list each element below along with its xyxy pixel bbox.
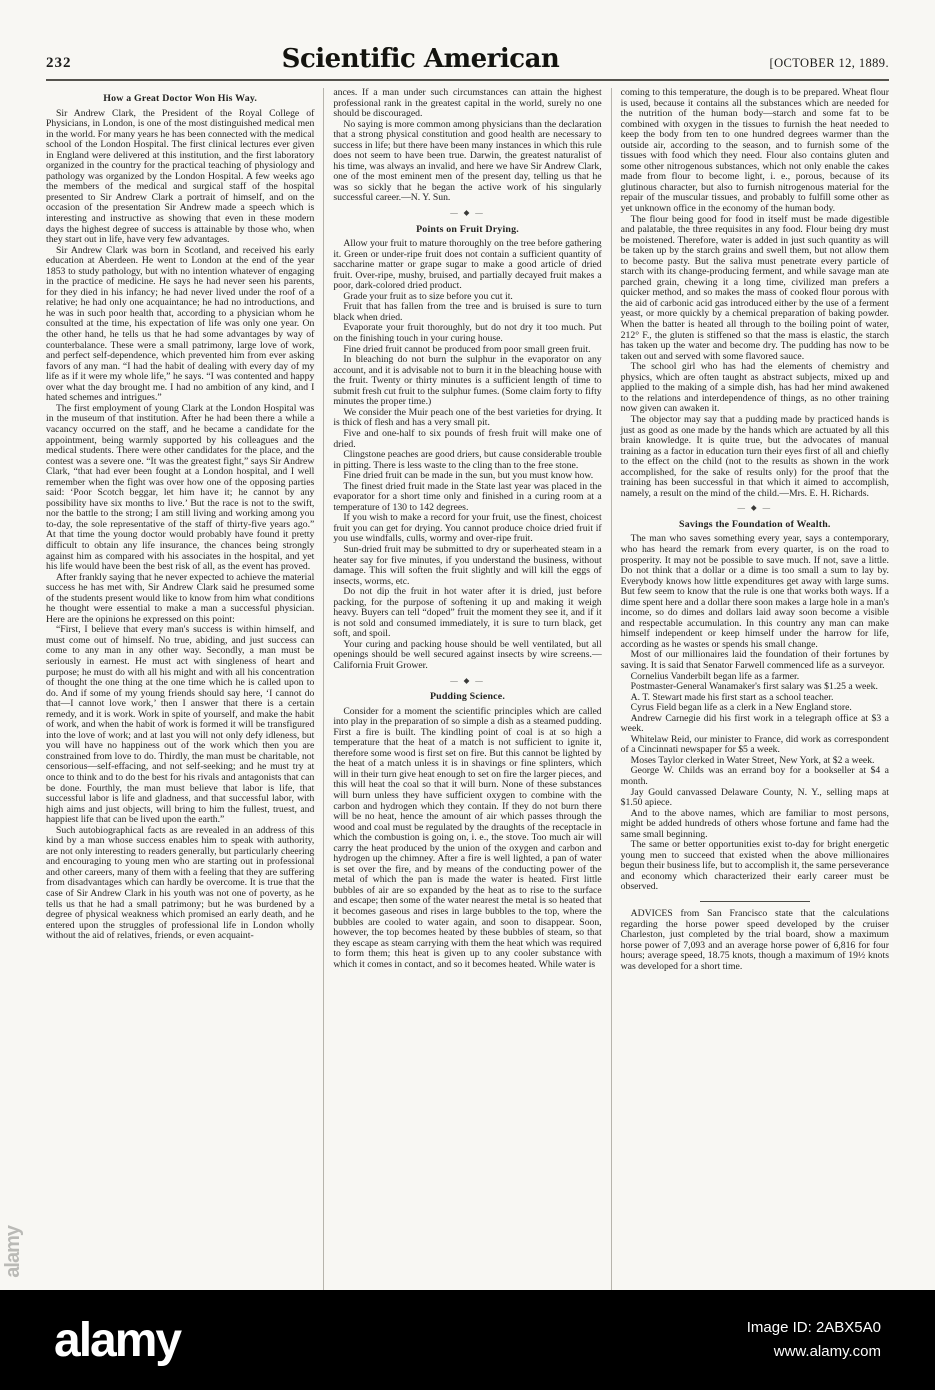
article-paragraph: Five and one-half to six pounds of fresh fruit will make one of dried. [333, 427, 602, 450]
image-id: Image ID: 2ABX5A0 [746, 1319, 881, 1336]
column-2 [324, 88, 610, 1313]
article-paragraph: Clingstone peaches are good driers, but cause considerable trouble in pitting. There is less waste to the cling than to the free stone. [333, 449, 602, 471]
alamy-watermark: alamy [2, 1226, 24, 1278]
page-number: 232 [46, 55, 72, 71]
header-rule [46, 79, 889, 81]
article-heading: Points on Fruit Drying. [416, 223, 519, 235]
article-paragraph: Consider for a moment the scientific principles which are called into play in the preparation of so simple a dish as a steamed pudding. First a fire is built. The kindling point of coal is at so high a temperature that the heat of a match is not sufficient to ignite it, therefore some wood is first set on fire. But this cannot be lighted by the heat of a match unless it is in shavings or fine splinters, which will in their turn give heat enough to set on fire the larger pieces, and this will heat the coal so that it will burn. None of these substances will burn unless they have sufficient oxygen to combine with the carbon and hydrogen which they contain. If they do not burn there will be no heat, hence the amount of air which passes through the wood and coal must be regulated by the draughts of the receptacle in which the combustion is going on, i. e., the stove. Too much air will carry the heat produced by the union of the oxygen and carbon and hydrogen up the chimney. After a fire is well lighted, a pan of water is set over the fire, and by means of the conducting power of the metal of which the pan is made the water is heated. First little bubbles of air are so expanded by the heat as to rise to the surface and escape; then some of the water nearest the metal is so heated that it becomes gaseous and rises in large bubbles to the top, where the bubbles are cooled to water again, and soon to disappear. Soon, however, the top becomes heated by these bubbles of steam, so that they escape as steam carrying with them the heat which was required to form them; this heat is given up to any cooler substance with which it comes in contact, and so it becomes heated. While water is [333, 705, 602, 970]
alamy-url: www.alamy.com [773, 1343, 881, 1360]
article-paragraph: The finest dried fruit made in the State last year was placed in the evaporator for a short time only and finished in a curing room at a temperature of 130 to 142 degrees. [333, 480, 602, 513]
article-paragraph: coming to this temperature, the dough is to be prepared. Wheat flour is used, because it contains all the substances which are needed for the nutrition of the human body—starch and some fat to be combined with oxygen in the tissues to furnish the heat needed to keep the body from ten to one hundred degrees warmer than the outside air, according to the season, and to furnish some of the tissues with food which they need. Flour also contains gluten and some other nitrogenous substances, which not only enable the cakes made from flour to become light, i. e., porous, because of its glutinous character, but also to furnish nitrogenous material for the repair of the muscular tissues, and probably to fulfill some other as yet unknown office in the economy of the human body. [620, 88, 889, 215]
article-paragraph: Fine dried fruit can be made in the sun, but you must know how. [343, 470, 594, 482]
section-ornament: — ◆ — [737, 503, 773, 513]
masthead: Scientific American [281, 44, 560, 74]
article-paragraph: Evaporate your fruit thoroughly, but do not dry it too much. Put on the finishing touch in your curing house. [333, 322, 602, 345]
article-paragraph: Cyrus Field began life as a clerk in a New England store. [630, 702, 852, 714]
article-paragraph: In bleaching do not burn the sulphur in the evaporator on any account, and it is advisable not to burn it in the bleaching house with the fruit. Twenty or thirty minutes is a sufficient length of time to submit fresh cut fruit to the sulphur fumes. (Some claim forty to fifty minutes the proper time.) [333, 354, 602, 408]
article-paragraph: Most of our millionaires laid the foundation of their fortunes by saving. It is said that Senator Farwell commenced life as a surveyor. [620, 649, 889, 671]
article-paragraph: The objector may say that a pudding made by practiced hands is just as good as one made by the hands which are actuated by all this brain knowledge. It is quite true, but the advocates of manual training as a factor in education turn their eyes first of all and chiefly to the effect on the child (not to the results as shown in the work accomplished, for the sake of results only) for the proof that the training has been successful in that which it aimed to accomplish, namely, a result on the mind of the child.—Mrs. E. H. Richards. [620, 413, 889, 499]
article-paragraph: “First, I believe that every man's success is within himself, and must come out of himself. No true, abiding, and just success can come to any man in any other way. Secondly, a man must be seriously in earnest. He must act with singleness of heart and purpose; he must do with all his might and with all his concentration of thought the one thing at the one time which he is called upon to do. And if some of my young friends should say here, ‘I cannot do that—I cannot love work,’ then I answer that there is a certain remedy, and it is work. Work in spite of yourself, and make the habit of work, and when the habit of work is formed it will be transfigured into the love of work; and at last you will not only defy idleness, but you will have no happiness out of the work which then you are constrained from love to do. Thirdly, the man must be charitable, not censorious—self-effacing, and not self-seeking; and he must try at once to think and to do the best for his rivals and antagonists that can be done. Fourthly, the man must believe that labor is life, that successful labor is life and gladness, and that successful labor, with high aims and just objects, will bring to him the fullest, truest, and happiest life that can be lived upon the earth.” [46, 624, 315, 826]
article-paragraph: Postmaster-General Wanamaker's first salary was $1.25 a week. [630, 681, 878, 693]
column-1 [46, 88, 323, 1313]
article-paragraph: George W. Childs was an errand boy for a bookseller at $4 a month. [620, 765, 889, 787]
article-paragraph: A. T. Stewart made his first start as a school teacher. [630, 691, 834, 703]
article-paragraph: ances. If a man under such circumstances can attain the highest professional rank in the greatest capital in the world, surely no one should be discouraged. [333, 88, 602, 120]
article-paragraph: ADVICES from San Francisco state that the calculations regarding the horse power speed developed by the cruiser Charleston, just completed by the trial board, show a maximum horse power of 7,093 and an average horse power of 6,816 for four hours; average speed, 18.75 knots, though a maximum of 19½ knots was developed for a short time. [620, 908, 889, 972]
section-rule [700, 901, 810, 902]
article-paragraph: Fruit that has fallen from the tree and is bruised is sure to turn black when dried. [333, 301, 602, 323]
article-columns [46, 88, 889, 1313]
issue-date: [OCTOBER 12, 1889. [769, 56, 889, 70]
article-paragraph: Andrew Carnegie did his first work in a telegraph office at $3 a week. [620, 712, 889, 735]
article-paragraph: Sir Andrew Clark was born in Scotland, and received his early education at Aberdeen. He went to London at the end of the year 1853 to study pathology, but with no intention whatever of engaging in the practice of medicine. He says he had never seen his parents, for they died in his infancy; he had never lived under the roof of a relative; he had only one acquaintance; he had no introductions, and he was in such poor health that, according to a physician whom he consulted at the time, his expectation of life was only one year. On the other hand, he tells us that he had some advantages by way of counterbalance. These were a small patrimony, large love of work, and perfect self-dependence, which prevented him from ever asking favors of any man. “I had the habit of dealing with every day of my life as if it were my whole life,” he says. “I was contented and happy over what the day brought me. I had no ambition of any kind, and I hated schemes and intrigues.” [46, 244, 315, 404]
alamy-logo: alamy [54, 1313, 181, 1367]
article-paragraph: Do not dip the fruit in hot water after it is dried, just before packing, for the purpose of softening it up and making it weigh heavy. Buyers can tell “doped” fruit the moment they see it, and if it is not sold and consumed immediately, it is sure to turn black, get soft, and spoil. [333, 586, 602, 640]
article-paragraph: The man who saves something every year, says a contemporary, who has heard the remark from every quarter, is on the road to prosperity. It may not be possible to save much. If not, save a little. Do not think that a dollar or a dime is too small a sum to lay by. Everybody knows how little expenditures get away with large sums. But few seem to know that the rule is one that works both ways. If a dime spent here and a dollar there soon makes a large hole in a man's income, so do dimes and dollars laid away soon become a visible and respectable accumulation. In this country any man can make himself independent or keep himself under the harrow for life, according as he wastes or spends his small change. [620, 533, 889, 650]
article-heading: Savings the Foundation of Wealth. [679, 518, 831, 530]
article-paragraph: After frankly saying that he never expected to achieve the material success he has met with, Sir Andrew Clark said he presumed some of the students present would like to know from him what conditions he thought were essential to make a man a successful physician. Here are the opinions he expressed on this point: [46, 571, 315, 625]
column-3 [612, 88, 889, 1313]
article-heading: How a Great Doctor Won His Way. [103, 93, 258, 104]
page-header [46, 44, 889, 74]
section-ornament: — ◆ — [450, 208, 485, 218]
article-paragraph: The school girl who has had the elements of chemistry and physics, which are often taught as abstract subjects, mixed up and applied to the making of a simple dish, has had her mind awakened to the relations and interdependence of things, as no other training now given can awaken it. [620, 361, 889, 415]
article-paragraph: Jay Gould canvassed Delaware County, N. Y., selling maps at $1.50 apiece. [620, 786, 889, 809]
article-paragraph: No saying is more common among physicians than the declaration that a strong physical constitution and good health are necessary to success in life; but there have been many instances in which this rule does not seem to have been true. Darwin, the greatest naturalist of his time, was always an invalid, and here we have Sir Andrew Clark, one of the most eminent men of the present day, telling us that he was so sickly that he began the active work of his singularly successful career.—N. Y. Sun. [333, 118, 602, 204]
article-paragraph: Allow your fruit to mature thoroughly on the tree before gathering it. Green or under-ripe fruit does not contain a sufficient quantity of saccharine matter or grape sugar to make a good article of dried fruit. Over-ripe, mushy, bruised, and partially decayed fruit makes a poor, dark-colored dried product. [333, 238, 602, 292]
section-ornament: — ◆ — [450, 675, 485, 685]
footer-info [747, 1316, 881, 1364]
article-paragraph: Moses Taylor clerked in Water Street, New York, at $2 a week. [630, 754, 875, 766]
alamy-footer [0, 1290, 935, 1390]
article-paragraph: Fine dried fruit cannot be produced from poor small green fruit. [343, 343, 591, 355]
article-paragraph: The first employment of young Clark at the London Hospital was in the museum of that institution. After he had been there a while a vacancy occurred on the staff, and he became a candidate for the appointment, being warmly supported by his colleagues and the medical students. There were other candidates for the place, and the contest was a severe one. “It was the greatest fight,” says Sir Andrew Clark, “that had ever been fought at a London hospital, and I well remember when the fight was over how one of the opposing parties said: ‘Poor Scotch beggar, let him have it; he cannot by any possibility have six months to live.’ But the race is not to the swift, nor the battle to the strong; I am still living and working among you to-day, the sole representative of the staff of thirty-five years ago.” At that time the young doctor would probably have found it pretty difficult to obtain any life insurance, the chances being strongly against him as compared with his associates in the hospital, and yet his life would have been the best risk of all, as the event has proved. [46, 402, 315, 573]
article-paragraph: Sir Andrew Clark, the President of the Royal College of Physicians, in London, is one of the most distinguished medical men in the world. For many years he has been connected with the medical school of the London Hospital. The first clinical lectures ever given in England were delivered at this institution, and the first laboratory organized in the country for the practical teaching of physiology and pathology was organized by the London Hospital. A few weeks ago the members of the medical and surgical staff of the hospital presented to Sir Andrew Clark a portrait of himself, and on the occasion of the presentation Sir Andrew made a speech which is interesting and instructive as showing that even in these modern days the highest degree of success is attainable by those who, when they start out in life, have very few advantages. [46, 107, 315, 246]
article-heading: Pudding Science. [429, 691, 506, 703]
article-paragraph: The flour being good for food in itself must be made digestible and palatable, the three requisites in any food. Flour being dry must be moistened. Therefore, water is added in just such quantity as will be taken up by the starch grains and swell them, but not allow them to become pasty. But the saliva must penetrate every particle of starch with its change-producing ferment, and while savage man ate parched grain, chewing it a long time, civilized man prefers a quicker method, and so makes the mass of cooked flour porous with the aid of carbonic acid gas introduced either by the use of a ferment yeast, or more quickly by a chemical preparation of baking powder. When the batter is heated all through to the boiling point of water, 212° F., the gluten is stiffened so that the mass is elastic, the starch has taken up the water and become dry. The pudding has now to be taken out and served with some flavored sauce. [620, 213, 889, 362]
article-paragraph: Your curing and packing house should be well ventilated, but all openings should be well secured against insects by wire screens.—California Fruit Grower. [333, 638, 602, 671]
article-paragraph: Sun-dried fruit may be submitted to dry or superheated steam in a heater say for five minutes, if you understand the business, without damage. This will soften the fruit slightly and will kill the eggs of insects, worms, etc. [333, 543, 602, 587]
article-paragraph: The same or better opportunities exist to-day for bright energetic young men to succeed that existed when the above millionaires begun their business life, but to accomplish it, the same perseverance and economy which characterized their early career must be observed. [620, 839, 889, 893]
article-paragraph: We consider the Muir peach one of the best varieties for drying. It is thick of flesh and has a very small pit. [333, 406, 602, 429]
article-paragraph: And to the above names, which are familiar to most persons, might be added hundreds of others whose fortune and fame had the same small beginning. [620, 807, 889, 840]
article-paragraph: Grade your fruit as to size before you cut it. [343, 290, 513, 302]
article-paragraph: Such autobiographical facts as are revealed in an address of this kind by a man whose success enables him to speak with authority, are not only interesting to readers generally, but particularly cheering and encouraging to young men who are starting out in professional and other careers, many of them with a feeling that they are suffering from disadvantages which can hardly be overcome. It is true that the case of Sir Andrew Clark in his youth was not one of poverty, as he tells us that he had a small patrimony; but he was burdened by a degree of physical weakness which promised an early death, and he entered upon the struggles of professional life in London wholly without the aid of relatives, friends, or even acquaint- [46, 824, 315, 942]
article-paragraph: Whitelaw Reid, our minister to France, did work as correspondent of a Cincinnati newspaper for $5 a week. [620, 733, 889, 756]
article-paragraph: If you wish to make a record for your fruit, use the finest, choicest fruit you can get for drying. You cannot produce choice dried fruit if you use windfalls, culls, wormy and over-ripe fruit. [333, 512, 602, 545]
article-paragraph: Cornelius Vanderbilt began life as a farmer. [630, 670, 800, 682]
